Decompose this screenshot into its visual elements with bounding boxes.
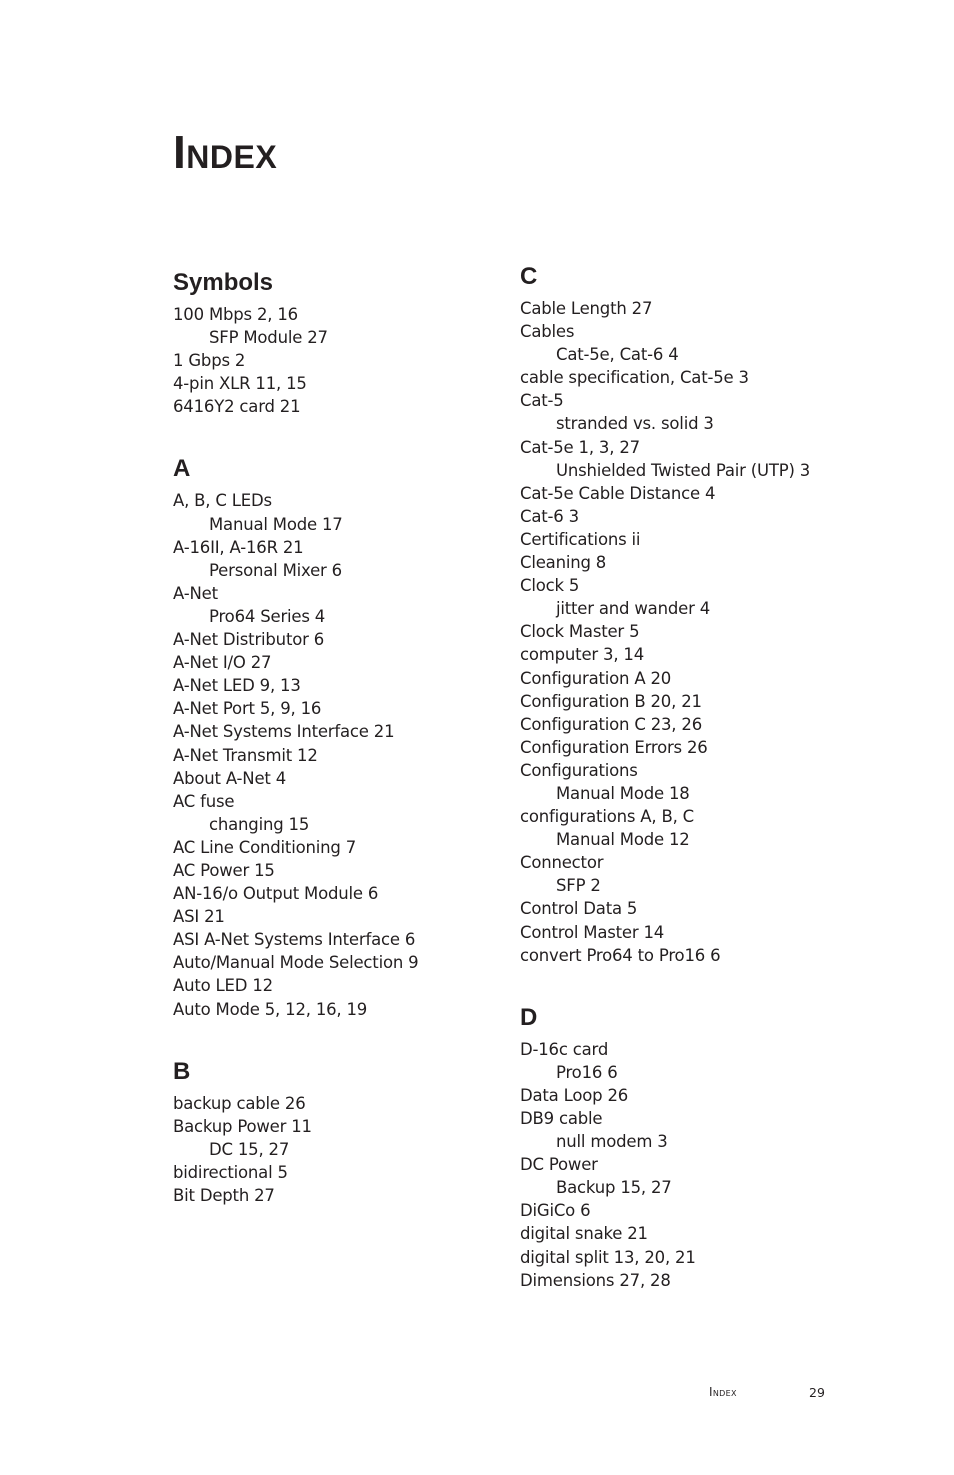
index-entry: Clock 5 — [520, 576, 580, 596]
index-entry: Auto LED 12 — [173, 976, 273, 996]
index-subentry: Manual Mode 18 — [556, 783, 690, 803]
index-subentry: Pro64 Series 4 — [209, 606, 326, 626]
index-entry: DC Power — [520, 1155, 598, 1175]
index-entry: Configuration C 23, 26 — [520, 714, 702, 734]
index-entry: Clock Master 5 — [520, 622, 640, 642]
index-entry: A-Net Port 5, 9, 16 — [173, 699, 322, 719]
index-subentry: null modem 3 — [556, 1132, 668, 1152]
index-subentry: Backup 15, 27 — [556, 1178, 672, 1198]
index-entry: Cat-5e 1, 3, 27 — [520, 437, 640, 457]
index-entry: About A-Net 4 — [173, 768, 287, 788]
index-entry: digital split 13, 20, 21 — [520, 1247, 696, 1267]
index-subentry: Unshielded Twisted Pair (UTP) 3 — [556, 460, 811, 480]
index-entry: AN-16/o Output Module 6 — [173, 884, 379, 904]
index-column-left — [173, 266, 493, 1241]
index-entry: Configuration Errors 26 — [520, 737, 708, 757]
index-entry: Control Data 5 — [520, 899, 638, 919]
index-entry: Configuration A 20 — [520, 668, 672, 688]
index-entry: convert Pro64 to Pro16 6 — [520, 945, 721, 965]
index-subentry: Manual Mode 17 — [209, 514, 343, 534]
index-subentry: Personal Mixer 6 — [209, 560, 342, 580]
section-heading: B — [173, 1057, 191, 1085]
index-subentry: Manual Mode 12 — [556, 830, 690, 850]
index-entry: 1 Gbps 2 — [173, 351, 246, 371]
index-subentry: changing 15 — [209, 814, 310, 834]
index-entry: A-Net LED 9, 13 — [173, 676, 301, 696]
index-entry: Cat-5e Cable Distance 4 — [520, 483, 716, 503]
section-heading: D — [520, 1003, 538, 1031]
page-number: 29 — [809, 1385, 825, 1400]
index-subentry: jitter and wander 4 — [556, 599, 710, 619]
index-entry: A-Net Systems Interface 21 — [173, 722, 395, 742]
index-subentry: stranded vs. solid 3 — [556, 414, 714, 434]
index-entry: Certifications ii — [520, 529, 641, 549]
index-entry: A-Net I/O 27 — [173, 653, 272, 673]
section-heading: Symbols — [173, 269, 274, 296]
index-entry: A-16II, A-16R 21 — [173, 537, 304, 557]
index-entry: Connector — [520, 853, 604, 873]
index-entry: AC fuse — [173, 791, 235, 811]
section-heading: C — [520, 263, 538, 290]
index-entry: Configuration B 20, 21 — [520, 691, 702, 711]
index-entry: Cables — [520, 322, 575, 342]
index-subentry: Pro16 6 — [556, 1062, 618, 1082]
index-entry: Dimensions 27, 28 — [520, 1270, 671, 1290]
index-subentry: SFP 2 — [556, 876, 601, 896]
index-entry: backup cable 26 — [173, 1093, 306, 1113]
index-section — [173, 452, 493, 1020]
index-entry: configurations A, B, C — [520, 807, 694, 827]
index-entry: D-16c card — [520, 1039, 609, 1059]
index-section — [173, 1055, 493, 1207]
index-column-right — [520, 260, 840, 1326]
page-title: Index — [173, 126, 278, 178]
index-subentry: SFP Module 27 — [209, 328, 328, 348]
index-section — [173, 266, 493, 418]
index-entry: DB9 cable — [520, 1109, 603, 1128]
index-entry: Cable Length 27 — [520, 299, 653, 318]
index-section — [520, 260, 840, 967]
index-entry: A-Net — [173, 583, 218, 603]
index-entry: ASI 21 — [173, 907, 225, 927]
index-entry: Auto/Manual Mode Selection 9 — [173, 953, 419, 973]
index-entry: ASI A-Net Systems Interface 6 — [173, 930, 416, 950]
index-subentry: Cat-5e, Cat-6 4 — [556, 345, 679, 365]
index-entry: A, B, C LEDs — [173, 491, 272, 511]
index-entry: Backup Power 11 — [173, 1116, 312, 1136]
running-footer-label: Index — [709, 1385, 737, 1399]
index-entry: digital snake 21 — [520, 1224, 648, 1244]
index-entry: Auto Mode 5, 12, 16, 19 — [173, 999, 368, 1019]
index-section — [520, 1001, 840, 1292]
index-entry: 100 Mbps 2, 16 — [173, 305, 298, 324]
index-entry: DiGiCo 6 — [520, 1201, 591, 1221]
index-subentry: DC 15, 27 — [209, 1139, 290, 1159]
index-entry: AC Line Conditioning 7 — [173, 837, 356, 857]
index-entry: A-Net Distributor 6 — [173, 630, 325, 650]
index-entry: 6416Y2 card 21 — [173, 397, 301, 417]
index-entry: Configurations — [520, 760, 638, 780]
index-entry: bidirectional 5 — [173, 1162, 288, 1182]
index-entry: AC Power 15 — [173, 860, 275, 880]
index-entry: Cat-6 3 — [520, 506, 579, 526]
index-entry: computer 3, 14 — [520, 645, 645, 665]
index-entry: Cleaning 8 — [520, 553, 607, 573]
index-entry: Cat-5 — [520, 391, 564, 411]
index-entry: Bit Depth 27 — [173, 1186, 275, 1205]
index-entry: cable specification, Cat-5e 3 — [520, 368, 749, 388]
index-entry: Control Master 14 — [520, 922, 665, 942]
section-heading: A — [173, 455, 191, 483]
index-entry: Data Loop 26 — [520, 1085, 629, 1105]
index-entry: A-Net Transmit 12 — [173, 745, 318, 765]
index-entry: 4-pin XLR 11, 15 — [173, 374, 307, 394]
